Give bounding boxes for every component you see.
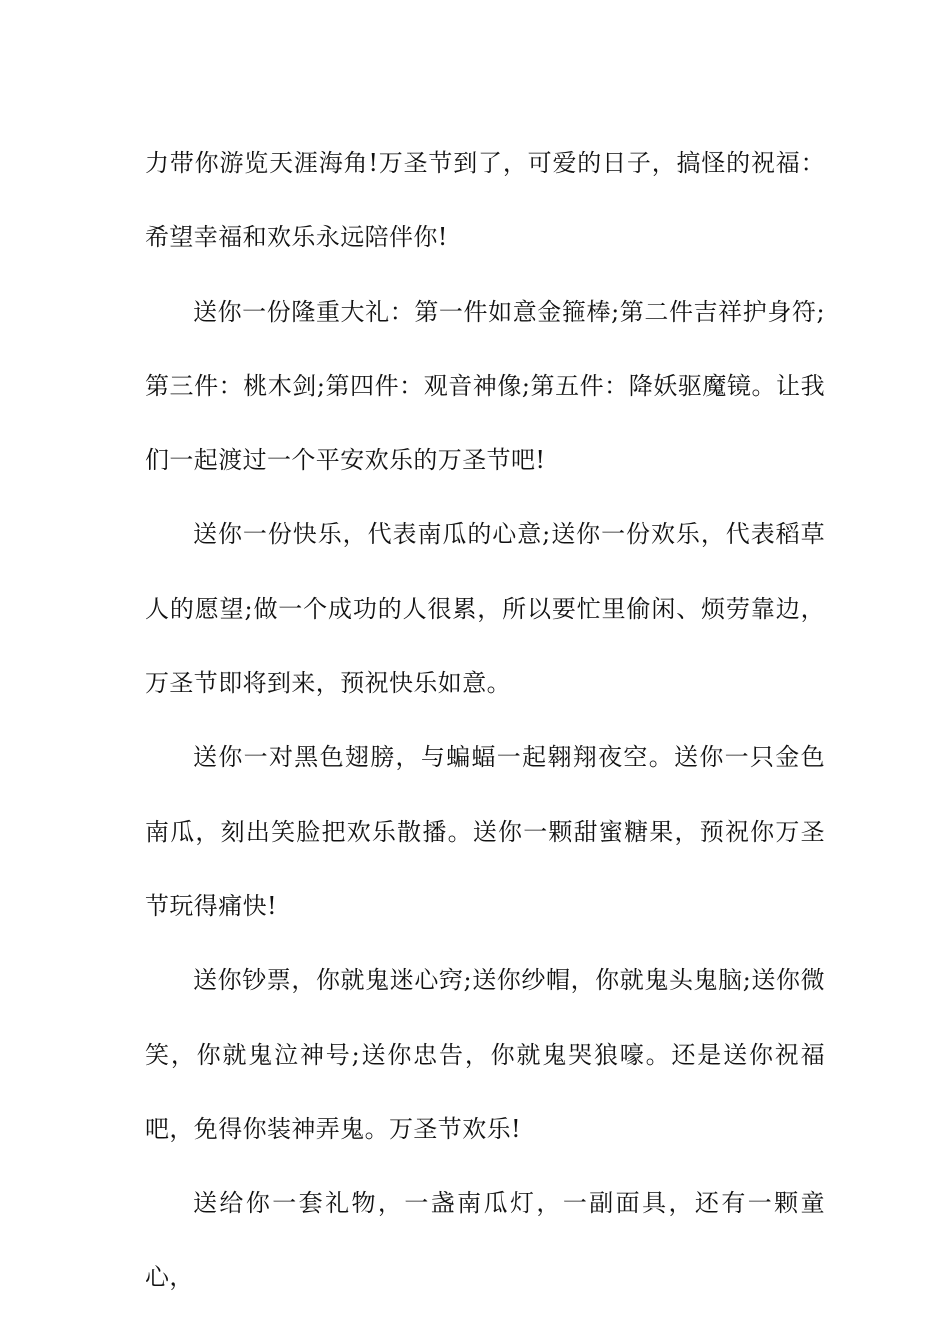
paragraph-gift-set: 送给你一套礼物，一盏南瓜灯，一副面具，还有一颗童心， bbox=[145, 1189, 825, 1292]
document-body bbox=[145, 126, 825, 1315]
paragraph-continued: 力带你游览天涯海角!万圣节到了，可爱的日子，搞怪的祝福：希望幸福和欢乐永远陪伴你! bbox=[145, 149, 825, 252]
paragraph-black-wings: 送你一对黑色翅膀，与蝙蝠一起翱翔夜空。送你一只金色南瓜，刻出笑脸把欢乐散播。送你一颗甜蜜糖果，预祝你万圣节玩得痛快! bbox=[145, 743, 825, 920]
paragraph-pumpkin-wish: 送你一份快乐，代表南瓜的心意;送你一份欢乐，代表稻草人的愿望;做一个成功的人很累，所以要忙里偷闲、烦劳靠边，万圣节即将到来，预祝快乐如意。 bbox=[145, 520, 825, 698]
paragraph-gift-list: 送你一份隆重大礼：第一件如意金箍棒;第二件吉祥护身符;第三件：桃木剑;第四件：观音神像;第五件：降妖驱魔镜。让我们一起渡过一个平安欢乐的万圣节吧! bbox=[145, 297, 825, 475]
paragraph-ghost-puns: 送你钞票，你就鬼迷心窍;送你纱帽，你就鬼头鬼脑;送你微笑，你就鬼泣神号;送你忠告，你就鬼哭狼嚎。还是送你祝福吧，免得你装神弄鬼。万圣节欢乐! bbox=[145, 966, 825, 1143]
